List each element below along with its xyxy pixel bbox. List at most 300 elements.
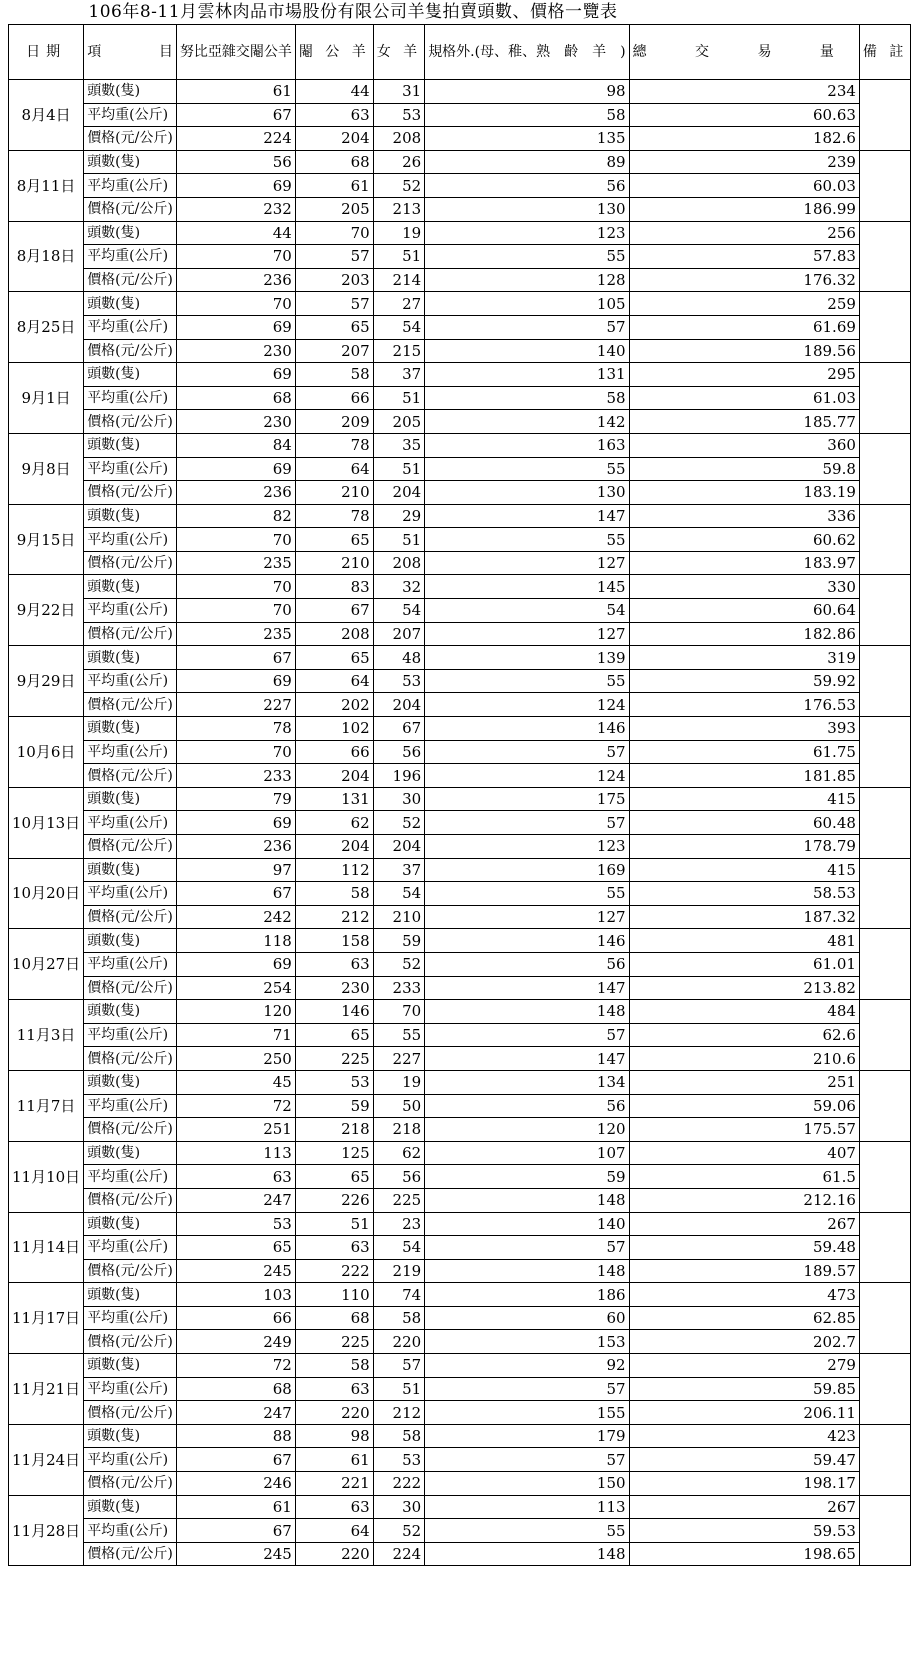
value-cell: 62 [295, 811, 373, 835]
value-cell: 35 [373, 433, 424, 457]
note-cell [859, 858, 910, 929]
row-label: 頭數(隻) [84, 575, 177, 599]
value-cell: 208 [295, 622, 373, 646]
date-cell: 10月13日 [9, 787, 84, 858]
value-cell: 66 [176, 1306, 295, 1330]
value-cell: 147 [425, 976, 629, 1000]
value-cell: 198.17 [629, 1472, 859, 1496]
table-row [9, 905, 911, 929]
value-cell: 57 [295, 292, 373, 316]
row-label: 頭數(隻) [84, 504, 177, 528]
note-cell [859, 1212, 910, 1283]
row-label: 頭數(隻) [84, 717, 177, 741]
value-cell: 61.69 [629, 315, 859, 339]
row-label: 價格(元/公斤) [84, 339, 177, 363]
note-cell [859, 646, 910, 717]
value-cell: 61 [295, 174, 373, 198]
row-label: 頭數(隻) [84, 150, 177, 174]
value-cell: 130 [425, 197, 629, 221]
row-label: 價格(元/公斤) [84, 835, 177, 859]
table-row [9, 292, 911, 316]
header-note: 備 註 [859, 25, 910, 80]
value-cell: 207 [295, 339, 373, 363]
value-cell: 336 [629, 504, 859, 528]
table-row [9, 1542, 911, 1566]
table-row [9, 1448, 911, 1472]
table-row [9, 1212, 911, 1236]
value-cell: 58 [295, 1354, 373, 1378]
value-cell: 61 [176, 1495, 295, 1519]
table-body [9, 80, 911, 1566]
value-cell: 61 [295, 1448, 373, 1472]
value-cell: 267 [629, 1212, 859, 1236]
value-cell: 407 [629, 1141, 859, 1165]
header-nubian: 努比亞雜交閹公羊 [176, 25, 295, 80]
value-cell: 72 [176, 1354, 295, 1378]
value-cell: 222 [373, 1472, 424, 1496]
value-cell: 98 [295, 1424, 373, 1448]
value-cell: 54 [373, 1236, 424, 1260]
value-cell: 236 [176, 835, 295, 859]
row-label: 平均重(公斤) [84, 882, 177, 906]
row-label: 平均重(公斤) [84, 315, 177, 339]
row-label: 平均重(公斤) [84, 669, 177, 693]
value-cell: 67 [373, 717, 424, 741]
value-cell: 55 [373, 1023, 424, 1047]
value-cell: 97 [176, 858, 295, 882]
value-cell: 222 [295, 1259, 373, 1283]
value-cell: 54 [373, 882, 424, 906]
value-cell: 57.83 [629, 245, 859, 269]
value-cell: 61.01 [629, 952, 859, 976]
value-cell: 57 [425, 1448, 629, 1472]
value-cell: 83 [295, 575, 373, 599]
value-cell: 209 [295, 410, 373, 434]
value-cell: 53 [373, 1448, 424, 1472]
date-cell: 8月18日 [9, 221, 84, 292]
value-cell: 187.32 [629, 905, 859, 929]
value-cell: 69 [176, 457, 295, 481]
value-cell: 60.48 [629, 811, 859, 835]
value-cell: 225 [295, 1330, 373, 1354]
value-cell: 54 [373, 315, 424, 339]
value-cell: 484 [629, 1000, 859, 1024]
value-cell: 89 [425, 150, 629, 174]
table-row [9, 457, 911, 481]
value-cell: 23 [373, 1212, 424, 1236]
value-cell: 256 [629, 221, 859, 245]
value-cell: 118 [176, 929, 295, 953]
value-cell: 113 [425, 1495, 629, 1519]
value-cell: 254 [176, 976, 295, 1000]
value-cell: 56 [425, 1094, 629, 1118]
row-label: 頭數(隻) [84, 1495, 177, 1519]
table-row [9, 646, 911, 670]
date-cell: 9月8日 [9, 433, 84, 504]
note-cell [859, 1000, 910, 1071]
table-row [9, 717, 911, 741]
value-cell: 183.97 [629, 551, 859, 575]
value-cell: 59.8 [629, 457, 859, 481]
value-cell: 233 [373, 976, 424, 1000]
value-cell: 58.53 [629, 882, 859, 906]
value-cell: 247 [176, 1188, 295, 1212]
value-cell: 66 [295, 386, 373, 410]
note-cell [859, 1354, 910, 1425]
row-label: 平均重(公斤) [84, 174, 177, 198]
table-row [9, 1283, 911, 1307]
value-cell: 27 [373, 292, 424, 316]
row-label: 頭數(隻) [84, 221, 177, 245]
note-cell [859, 433, 910, 504]
value-cell: 70 [176, 599, 295, 623]
value-cell: 205 [373, 410, 424, 434]
value-cell: 242 [176, 905, 295, 929]
header-castrated: 閹 公 羊 [295, 25, 373, 80]
value-cell: 233 [176, 764, 295, 788]
row-label: 價格(元/公斤) [84, 1118, 177, 1142]
date-cell: 8月4日 [9, 80, 84, 151]
value-cell: 120 [425, 1118, 629, 1142]
value-cell: 236 [176, 481, 295, 505]
value-cell: 63 [295, 1236, 373, 1260]
note-cell [859, 150, 910, 221]
value-cell: 59.85 [629, 1377, 859, 1401]
value-cell: 44 [176, 221, 295, 245]
table-row [9, 1472, 911, 1496]
row-label: 頭數(隻) [84, 433, 177, 457]
table-row [9, 1519, 911, 1543]
row-label: 價格(元/公斤) [84, 622, 177, 646]
table-row [9, 1377, 911, 1401]
value-cell: 212.16 [629, 1188, 859, 1212]
row-label: 價格(元/公斤) [84, 1542, 177, 1566]
value-cell: 57 [425, 811, 629, 835]
value-cell: 186.99 [629, 197, 859, 221]
table-row [9, 1259, 911, 1283]
value-cell: 227 [373, 1047, 424, 1071]
value-cell: 179 [425, 1424, 629, 1448]
table-row [9, 669, 911, 693]
value-cell: 330 [629, 575, 859, 599]
note-cell [859, 504, 910, 575]
table-row [9, 858, 911, 882]
table-row [9, 433, 911, 457]
row-label: 頭數(隻) [84, 1141, 177, 1165]
value-cell: 74 [373, 1283, 424, 1307]
value-cell: 140 [425, 339, 629, 363]
value-cell: 189.57 [629, 1259, 859, 1283]
value-cell: 31 [373, 80, 424, 104]
value-cell: 213 [373, 197, 424, 221]
value-cell: 65 [295, 1165, 373, 1189]
date-cell: 9月29日 [9, 646, 84, 717]
value-cell: 198.65 [629, 1542, 859, 1566]
value-cell: 128 [425, 268, 629, 292]
table-row [9, 1165, 911, 1189]
row-label: 頭數(隻) [84, 1354, 177, 1378]
value-cell: 60.64 [629, 599, 859, 623]
value-cell: 58 [295, 882, 373, 906]
value-cell: 251 [629, 1070, 859, 1094]
row-label: 平均重(公斤) [84, 1306, 177, 1330]
value-cell: 206.11 [629, 1401, 859, 1425]
table-row [9, 787, 911, 811]
value-cell: 56 [373, 1165, 424, 1189]
value-cell: 57 [425, 1377, 629, 1401]
date-cell: 11月10日 [9, 1141, 84, 1212]
table-row [9, 315, 911, 339]
table-row [9, 599, 911, 623]
value-cell: 69 [176, 669, 295, 693]
value-cell: 202.7 [629, 1330, 859, 1354]
value-cell: 208 [373, 551, 424, 575]
value-cell: 214 [373, 268, 424, 292]
value-cell: 360 [629, 433, 859, 457]
value-cell: 67 [176, 882, 295, 906]
value-cell: 105 [425, 292, 629, 316]
value-cell: 207 [373, 622, 424, 646]
value-cell: 215 [373, 339, 424, 363]
table-row [9, 1236, 911, 1260]
value-cell: 30 [373, 787, 424, 811]
value-cell: 63 [295, 1495, 373, 1519]
value-cell: 189.56 [629, 339, 859, 363]
value-cell: 56 [176, 150, 295, 174]
row-label: 頭數(隻) [84, 1070, 177, 1094]
value-cell: 57 [425, 1236, 629, 1260]
date-cell: 11月28日 [9, 1495, 84, 1566]
value-cell: 65 [176, 1236, 295, 1260]
row-label: 平均重(公斤) [84, 386, 177, 410]
table-row [9, 197, 911, 221]
value-cell: 204 [295, 835, 373, 859]
row-label: 價格(元/公斤) [84, 693, 177, 717]
value-cell: 55 [425, 882, 629, 906]
value-cell: 259 [629, 292, 859, 316]
value-cell: 219 [373, 1259, 424, 1283]
value-cell: 51 [373, 528, 424, 552]
value-cell: 175.57 [629, 1118, 859, 1142]
table-row [9, 268, 911, 292]
value-cell: 182.86 [629, 622, 859, 646]
value-cell: 145 [425, 575, 629, 599]
value-cell: 65 [295, 1023, 373, 1047]
value-cell: 212 [373, 1401, 424, 1425]
table-row [9, 882, 911, 906]
value-cell: 107 [425, 1141, 629, 1165]
row-label: 平均重(公斤) [84, 103, 177, 127]
value-cell: 249 [176, 1330, 295, 1354]
date-cell: 11月3日 [9, 1000, 84, 1071]
note-cell [859, 1283, 910, 1354]
value-cell: 220 [295, 1542, 373, 1566]
value-cell: 473 [629, 1283, 859, 1307]
table-row [9, 481, 911, 505]
value-cell: 70 [176, 292, 295, 316]
table-row [9, 1000, 911, 1024]
value-cell: 53 [295, 1070, 373, 1094]
value-cell: 59 [373, 929, 424, 953]
table-row [9, 1330, 911, 1354]
row-label: 平均重(公斤) [84, 1094, 177, 1118]
value-cell: 19 [373, 1070, 424, 1094]
value-cell: 51 [295, 1212, 373, 1236]
row-label: 頭數(隻) [84, 292, 177, 316]
row-label: 平均重(公斤) [84, 245, 177, 269]
row-label: 頭數(隻) [84, 858, 177, 882]
value-cell: 163 [425, 433, 629, 457]
value-cell: 70 [176, 528, 295, 552]
value-cell: 176.32 [629, 268, 859, 292]
row-label: 價格(元/公斤) [84, 1259, 177, 1283]
value-cell: 146 [425, 929, 629, 953]
value-cell: 56 [425, 952, 629, 976]
value-cell: 79 [176, 787, 295, 811]
value-cell: 147 [425, 1047, 629, 1071]
header-item [84, 25, 177, 80]
value-cell: 52 [373, 174, 424, 198]
value-cell: 148 [425, 1000, 629, 1024]
value-cell: 155 [425, 1401, 629, 1425]
value-cell: 235 [176, 551, 295, 575]
value-cell: 37 [373, 858, 424, 882]
note-cell [859, 1495, 910, 1566]
value-cell: 210 [295, 481, 373, 505]
value-cell: 59.92 [629, 669, 859, 693]
date-cell: 11月7日 [9, 1070, 84, 1141]
table-row [9, 528, 911, 552]
table-row [9, 1094, 911, 1118]
value-cell: 55 [425, 245, 629, 269]
value-cell: 69 [176, 174, 295, 198]
row-label: 平均重(公斤) [84, 528, 177, 552]
value-cell: 113 [176, 1141, 295, 1165]
value-cell: 130 [425, 481, 629, 505]
value-cell: 234 [629, 80, 859, 104]
row-label: 平均重(公斤) [84, 1023, 177, 1047]
row-label: 價格(元/公斤) [84, 410, 177, 434]
value-cell: 63 [176, 1165, 295, 1189]
value-cell: 51 [373, 386, 424, 410]
value-cell: 67 [295, 599, 373, 623]
value-cell: 210 [373, 905, 424, 929]
value-cell: 70 [176, 245, 295, 269]
value-cell: 57 [425, 1023, 629, 1047]
date-cell: 8月25日 [9, 292, 84, 363]
value-cell: 54 [373, 599, 424, 623]
value-cell: 127 [425, 905, 629, 929]
date-cell: 9月15日 [9, 504, 84, 575]
note-cell [859, 221, 910, 292]
date-cell: 11月21日 [9, 1354, 84, 1425]
value-cell: 218 [373, 1118, 424, 1142]
table-row [9, 103, 911, 127]
row-label: 價格(元/公斤) [84, 1047, 177, 1071]
value-cell: 125 [295, 1141, 373, 1165]
value-cell: 245 [176, 1542, 295, 1566]
value-cell: 148 [425, 1542, 629, 1566]
header-female: 女 羊 [373, 25, 424, 80]
table-row [9, 811, 911, 835]
value-cell: 54 [425, 599, 629, 623]
value-cell: 55 [425, 669, 629, 693]
table-row [9, 221, 911, 245]
table-row [9, 1047, 911, 1071]
table-row [9, 1424, 911, 1448]
value-cell: 66 [295, 740, 373, 764]
value-cell: 59.47 [629, 1448, 859, 1472]
value-cell: 224 [373, 1542, 424, 1566]
value-cell: 19 [373, 221, 424, 245]
value-cell: 61.03 [629, 386, 859, 410]
value-cell: 131 [425, 363, 629, 387]
note-cell [859, 292, 910, 363]
value-cell: 134 [425, 1070, 629, 1094]
row-label: 價格(元/公斤) [84, 1188, 177, 1212]
value-cell: 58 [425, 103, 629, 127]
value-cell: 146 [295, 1000, 373, 1024]
value-cell: 148 [425, 1259, 629, 1283]
value-cell: 26 [373, 150, 424, 174]
value-cell: 59.06 [629, 1094, 859, 1118]
value-cell: 45 [176, 1070, 295, 1094]
row-label: 平均重(公斤) [84, 952, 177, 976]
value-cell: 59 [425, 1165, 629, 1189]
header-item-end: 目 [158, 44, 173, 60]
value-cell: 78 [295, 433, 373, 457]
value-cell: 32 [373, 575, 424, 599]
value-cell: 62 [373, 1141, 424, 1165]
value-cell: 68 [295, 1306, 373, 1330]
table-row [9, 1023, 911, 1047]
value-cell: 178.79 [629, 835, 859, 859]
table-row [9, 504, 911, 528]
row-label: 頭數(隻) [84, 80, 177, 104]
value-cell: 60.62 [629, 528, 859, 552]
value-cell: 205 [295, 197, 373, 221]
value-cell: 220 [295, 1401, 373, 1425]
row-label: 平均重(公斤) [84, 599, 177, 623]
value-cell: 37 [373, 363, 424, 387]
value-cell: 52 [373, 811, 424, 835]
row-label: 價格(元/公斤) [84, 197, 177, 221]
value-cell: 61.5 [629, 1165, 859, 1189]
value-cell: 148 [425, 1188, 629, 1212]
value-cell: 63 [295, 1377, 373, 1401]
value-cell: 44 [295, 80, 373, 104]
value-cell: 68 [176, 386, 295, 410]
value-cell: 78 [176, 717, 295, 741]
note-cell [859, 80, 910, 151]
value-cell: 102 [295, 717, 373, 741]
table-row [9, 150, 911, 174]
row-label: 頭數(隻) [84, 929, 177, 953]
value-cell: 123 [425, 221, 629, 245]
value-cell: 230 [295, 976, 373, 1000]
value-cell: 72 [176, 1094, 295, 1118]
value-cell: 58 [373, 1306, 424, 1330]
value-cell: 319 [629, 646, 859, 670]
value-cell: 267 [629, 1495, 859, 1519]
value-cell: 57 [295, 245, 373, 269]
header-offspec: 規格外.(母、稚、熟 齡 羊 ) [425, 25, 629, 80]
row-label: 頭數(隻) [84, 1424, 177, 1448]
value-cell: 175 [425, 787, 629, 811]
note-cell [859, 1141, 910, 1212]
value-cell: 239 [629, 150, 859, 174]
value-cell: 98 [425, 80, 629, 104]
